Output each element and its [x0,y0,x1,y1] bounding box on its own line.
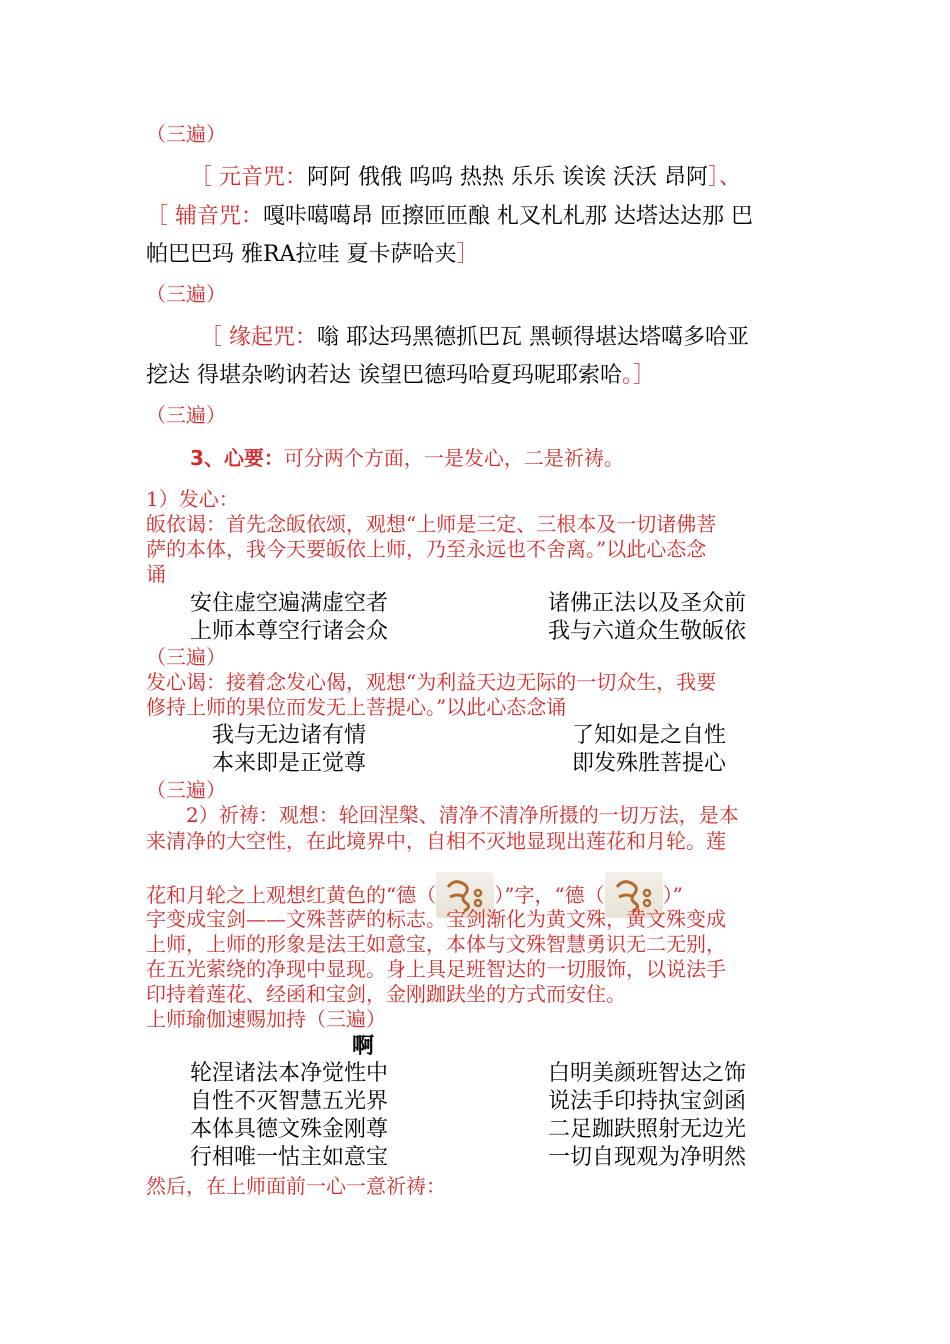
prayer-text-line-5: 上师，上师的形象是法王如意宝，本体与文殊智慧勇识无二无别， [146,932,726,956]
guru-verse-3a: 本体具德文殊金刚尊 [190,1117,389,1142]
bodhicitta-text-line-1: 发心谒：接着念发心偈，观想“为利益天边无际的一切众生，我要 [146,670,717,694]
bodhicitta-verse-2a: 本来即是正觉尊 [212,751,367,776]
guru-verse-2a: 自性不灭智慧五光界 [190,1089,389,1114]
closing-instruction: 然后，在上师面前一心一意祈祷： [146,1174,446,1198]
consonant-mantra-line-2: 帕巴巴玛 雅RA拉哇 夏卡萨哈夹］ [146,242,479,267]
bodhicitta-verse-1a: 我与无边诸有情 [212,723,367,748]
prayer-text-line-7: 印持着莲花、经函和宝剑，金刚跏趺坐的方式而安住。 [146,982,626,1006]
dependent-origination-mantra-line-1: ［ 缘起咒：嗡 耶达玛黑德抓巴瓦 黑顿得堪达塔噶多哈亚 [200,325,749,350]
repeat-note-3: （三遍） [146,403,226,427]
refuge-text-line-3: 诵 [146,562,166,586]
refuge-verse-1b: 诸佛正法以及圣众前 [548,591,747,616]
subheading-bodhicitta: 1）发心： [146,487,239,511]
prayer-text-line-2: 来清净的大空性，在此境界中，自相不灭地显现出莲花和月轮。莲 [146,829,726,853]
bodhicitta-verse-2b: 即发殊胜菩提心 [572,751,727,776]
repeat-note-1: （三遍） [146,122,226,146]
prayer-text-line-6: 在五光萦绕的净现中显现。身上具足班智达的一切服饰，以说法手 [146,957,726,981]
guru-verse-3b: 二足跏趺照射无边光 [548,1117,747,1142]
prayer-text-line-4: 字变成宝剑——文殊菩萨的标志。宝剑渐化为黄文殊，黄文殊变成 [146,907,726,931]
refuge-verse-2a: 上师本尊空行诸会众 [190,619,389,644]
prayer-text-line-1: 2）祈祷：观想：轮回涅槃、清净不清净所摄的一切万法，是本 [186,803,739,827]
guru-verse-1a: 轮涅诸法本净觉性中 [190,1061,389,1086]
section-heading-heart-essence: 3、心要：可分两个方面，一是发心，二是祈祷。 [190,446,624,470]
guru-verse-1b: 白明美颜班智达之饰 [548,1061,747,1086]
bodhicitta-text-line-2: 修持上师的果位而发无上菩提心。”以此心态念诵 [146,695,567,719]
refuge-verse-2b: 我与六道众生敬皈依 [548,619,747,644]
bodhicitta-verse-1b: 了知如是之自性 [572,723,727,748]
dependent-origination-mantra-line-2: 挖达 得堪杂哟讷若达 诶望巴德玛哈夏玛呢耶索哈。］ [146,363,656,388]
vowel-mantra-line: ［ 元音咒：阿阿 俄俄 呜呜 热热 乐乐 诶诶 沃沃 昂阿］、 [190,165,741,190]
refuge-text-line-1: 皈依谒：首先念皈依颂，观想“上师是三定、三根本及一切诸佛菩 [146,512,717,536]
refuge-verse-1a: 安住虚空遍满虚空者 [190,591,389,616]
repeat-note-4: （三遍） [146,645,226,669]
guru-verse-4a: 行相唯一怙主如意宝 [190,1145,389,1170]
guru-verse-4b: 一切自现观为净明然 [548,1145,747,1170]
guru-yoga-title: 上师瑜伽速赐加持（三遍） [146,1007,386,1031]
consonant-mantra-line-1: ［ 辅音咒：嘎咔噶噶昂 匝擦匝匝酿 札叉札札那 达塔达达那 巴 [146,204,753,229]
seed-syllable-ah: 啊 [352,1033,375,1059]
repeat-note-5: （三遍） [146,778,226,802]
refuge-text-line-2: 萨的本体，我今天要皈依上师，乃至永远也不舍离。”以此心态念 [146,537,707,561]
repeat-note-2: （三遍） [146,282,226,306]
guru-verse-2b: 说法手印持执宝剑函 [548,1089,747,1114]
prayer-text-line-3: 花和月轮之上观想红黄色的“德（ ）”字，“德（ ）” [146,872,683,918]
